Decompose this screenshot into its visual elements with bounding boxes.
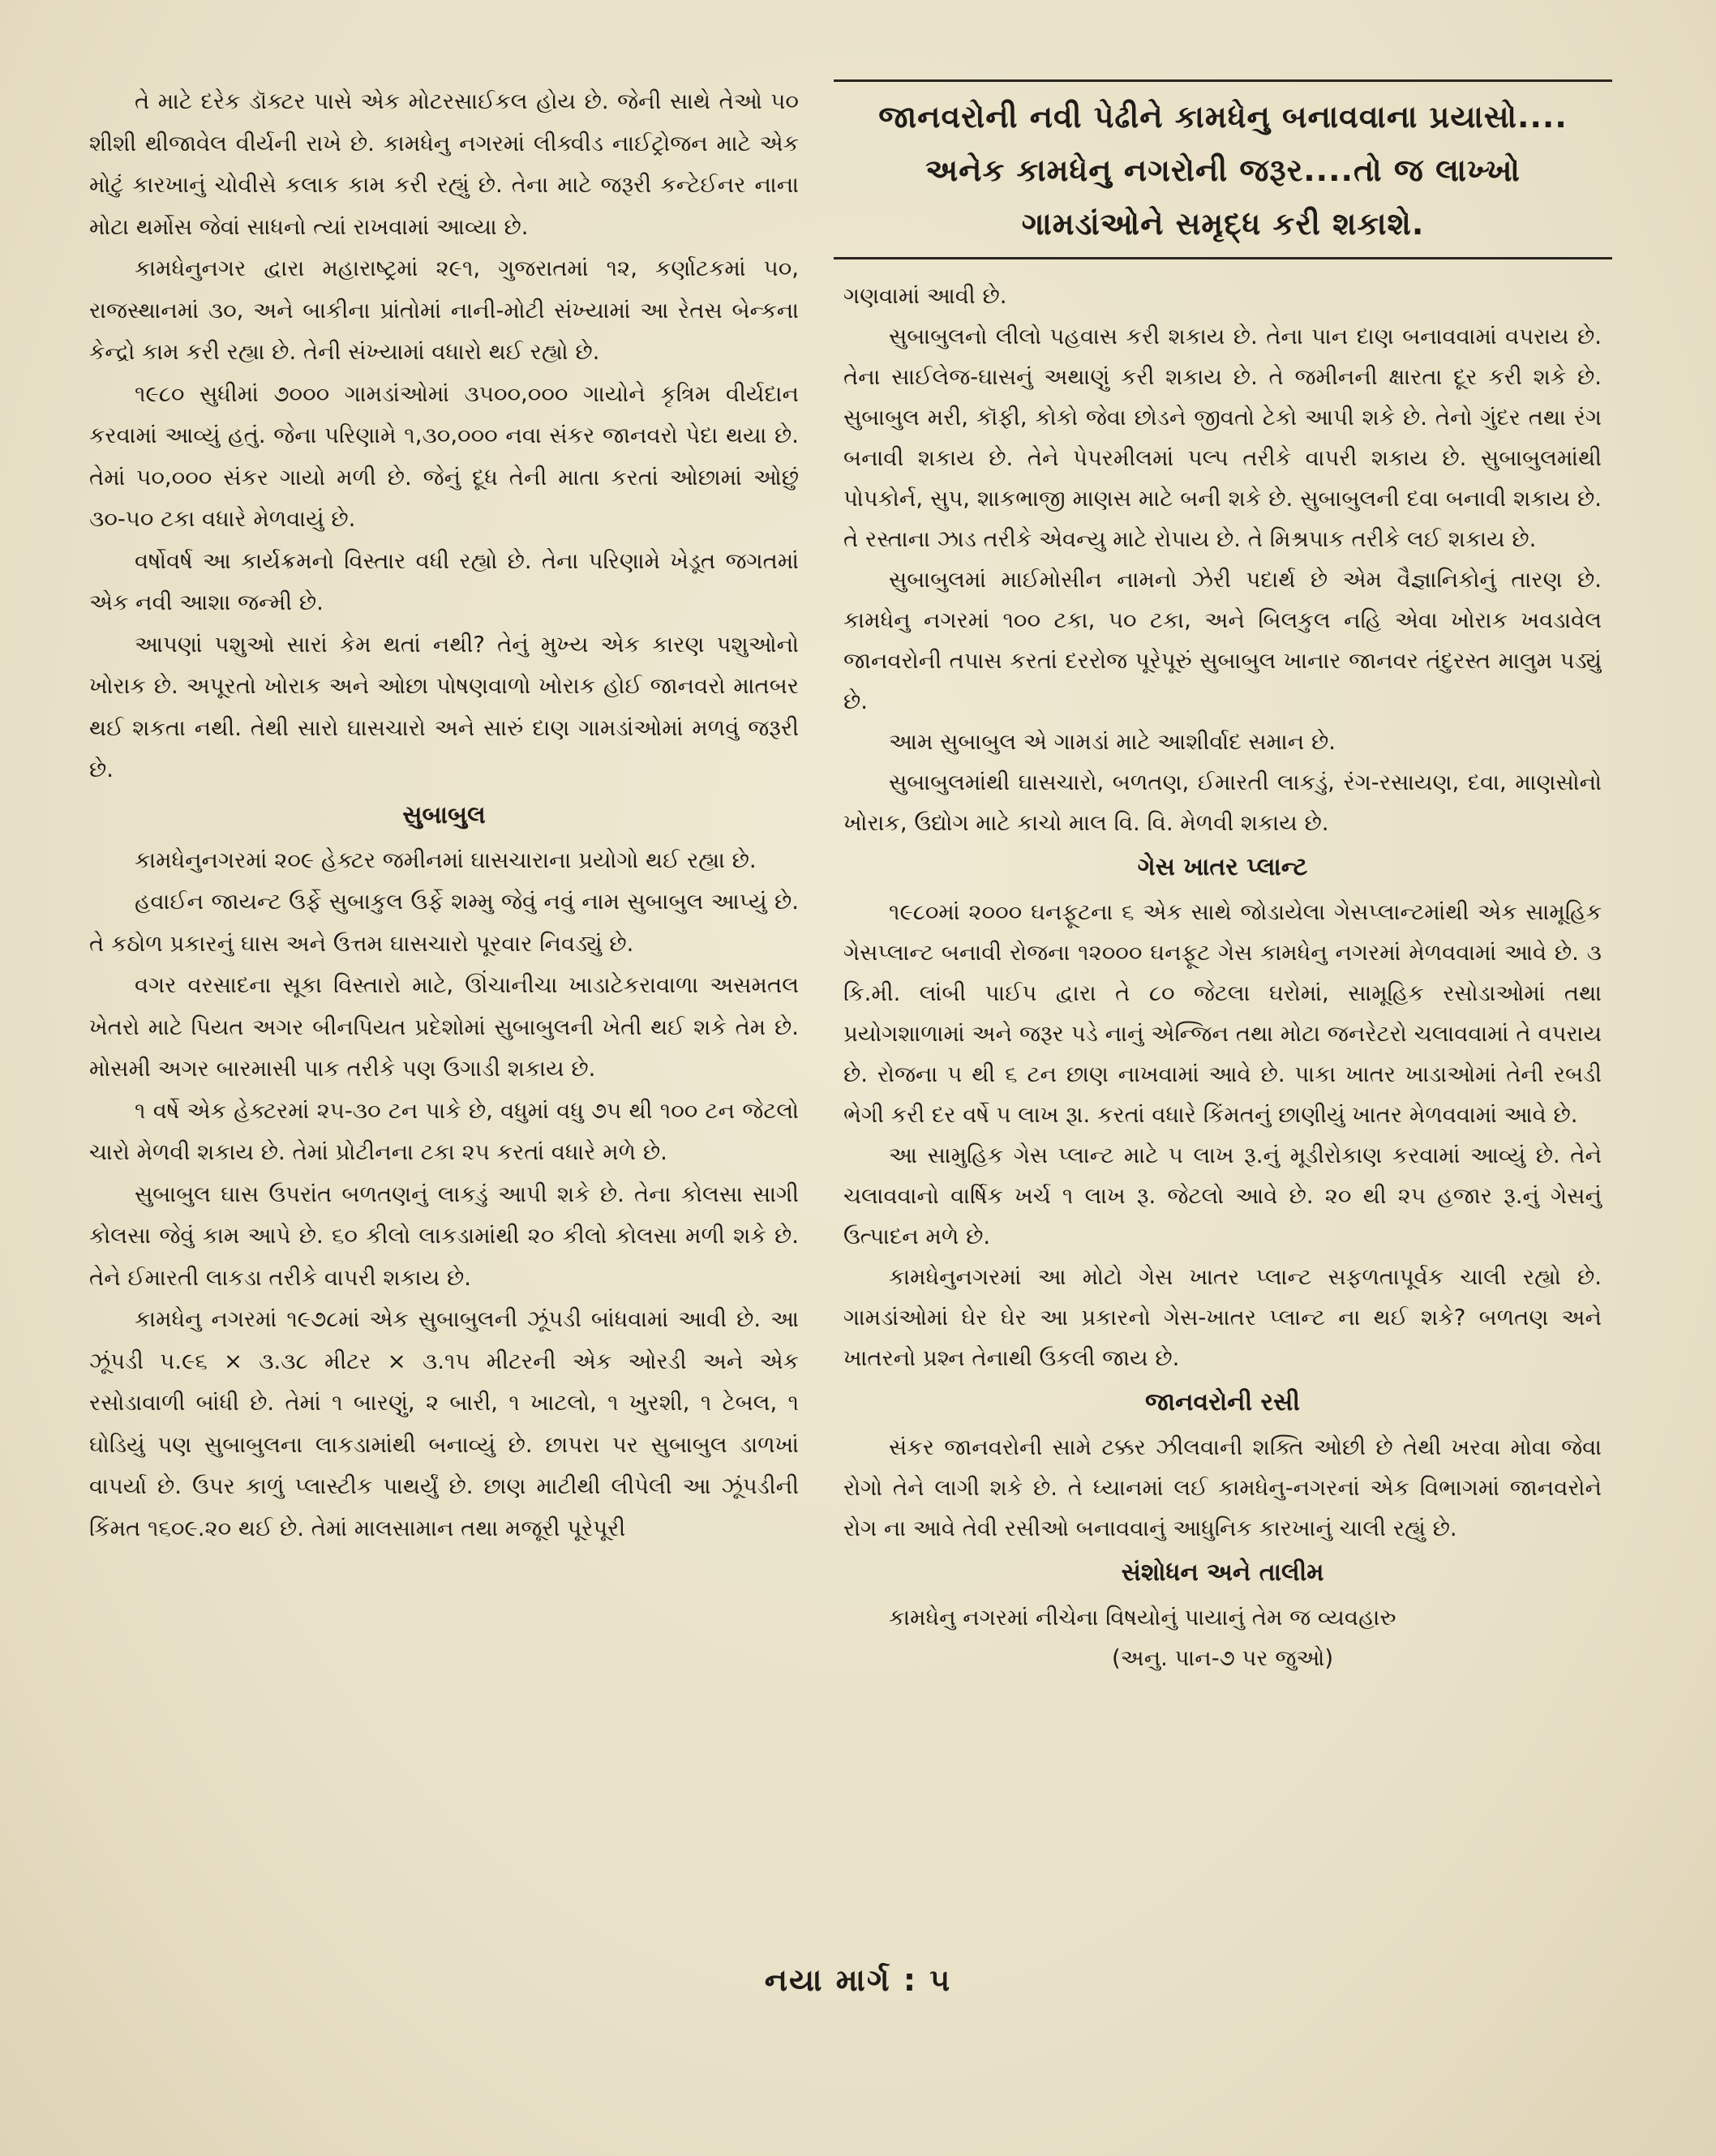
paragraph: સંકર જાનવરોની સામે ટક્કર ઝીલવાની શક્તિ ઓછી છે તેથી ખરવા મોવા જેવા રોગો તેને લાગી શકે છે. તે ધ્યાનમાં લઈ કામધેનુ-નગરનાં એક વિભાગમાં જાનવરોને રોગ ના આવે તેવી રસીઓ બનાવવાનું આધુનિક કારખાનું ચાલી રહ્યું છે.: [843, 1434, 1602, 1541]
paragraph: કામધેનુ નગરમાં ૧૯૭૮માં એક સુબાબુલની ઝૂંપડી બાંધવામાં આવી છે. આ ઝૂંપડી ૫.૯૬ × ૩.૩૮ મીટર × ૩.૧૫ મીટરની એક ઓરડી અને એક રસોડાવાળી બાંધી છે. તેમાં ૧ બારણું, ૨ બારી, ૧ ખાટલો, ૧ ખુરશી, ૧ ટેબલ, ૧ ઘોડિયું પણ સુબાબુલના લાકડામાંથી બનાવ્યું છે. છાપરા પર સુબાબુલ ડાળખાં વાપર્યા છે. ઉપર કાળું પ્લાસ્ટીક પાથર્યું છે. છાણ માટીથી લીપેલી આ ઝૂંપડીની કિંમત ૧૬૦૯.૨૦ થઈ છે. તેમાં માલસામાન તથા મજૂરી પૂરેપૂરી: [89, 1306, 799, 1541]
paragraph: હવાઈન જાયન્ટ ઉર્ફે સુબાકુલ ઉર્ફે શમ્મુ જેવું નવું નામ સુબાબુલ આપ્યું છે. તે કઠોળ પ્રકારનું ઘાસ અને ઉત્તમ ઘાસચારો પૂરવાર નિવડ્યું છે.: [89, 889, 799, 957]
paragraph: કામધેનુનગર દ્વારા મહારાષ્ટ્રમાં ૨૯૧, ગુજરાતમાં ૧૨, કર્ણાટકમાં ૫૦, રાજસ્થાનમાં ૩૦, અને બાકીના પ્રાંતોમાં નાની-મોટી સંખ્યામાં આ રેતસ બેન્કના કેન્દ્રો કામ કરી રહ્યા છે. તેની સંખ્યામાં વધારો થઈ રહ્યો છે.: [89, 255, 799, 365]
paragraph: ૧ વર્ષે એક હેક્ટરમાં ૨૫-૩૦ ટન પાકે છે, વધુમાં વધુ ૭૫ થી ૧૦૦ ટન જેટલો ચારો મેળવી શકાય છે. તેમાં પ્રોટીનના ટકા ૨૫ કરતાં વધારે મળે છે.: [89, 1097, 799, 1165]
paragraph: ૧૯૮૦માં ૨૦૦૦ ઘનફૂટના ૬ એક સાથે જોડાયેલા ગેસપ્લાન્ટમાંથી એક સામૂહિક ગેસપ્લાન્ટ બનાવી રોજના ૧૨૦૦૦ ઘનફૂટ ગેસ કામધેનુ નગરમાં મેળવવામાં આવે છે. ૩ કિ.મી. લાંબી પાઈપ દ્વારા તે ૮૦ જેટલા ઘરોમાં, સામૂહિક રસોડાઓમાં તથા પ્રયોગશાળામાં અને જરૂર પડે નાનું એન્જિન તથા મોટા જનરેટરો ચલાવવામાં તે વપરાય છે. રોજના ૫ થી ૬ ટન છાણ નાખવામાં આવે છે. પાકા ખાતર ખાડાઓમાં તેની રબડી ભેગી કરી દર વર્ષે ૫ લાખ રૂા. કરતાં વધારે કિંમતનું છાણીયું ખાતર મેળવવામાં આવે છે.: [843, 899, 1602, 1128]
paragraph: આપણાં પશુઓ સારાં કેમ થતાં નથી? તેનું મુખ્ય એક કારણ પશુઓનો ખોરાક છે. અપૂરતો ખોરાક અને ઓછા પોષણવાળો ખોરાક હોઈ જાનવરો માતબર થઈ શકતા નથી. તેથી સારો ઘાસચારો અને સારું દાણ ગામડાંઓમાં મળવું જરૂરી છે.: [89, 631, 799, 782]
section-heading-gas-plant: ગેસ ખાતર પ્લાન્ટ: [1137, 853, 1308, 881]
banner-line-2: અનેક કામધેનુ નગરોની જરૂર....તો જ લાખ્ખો: [925, 152, 1521, 188]
paragraph: તે માટે દરેક ડૉક્ટર પાસે એક મોટરસાઈકલ હોય છે. જેની સાથે તેઓ ૫૦ શીશી થીજાવેલ વીર્યની રાખે છે. કામધેનુ નગરમાં લીક્વીડ નાઈટ્રોજન માટે એક મોટું કારખાનું ચોવીસે કલાક કામ કરી રહ્યું છે. તેના માટે જરૂરી કન્ટેઈનર નાના મોટા થર્મોસ જેવાં સાધનો ત્યાં રાખવામાં આવ્યા છે.: [89, 88, 799, 240]
right-column: [843, 276, 1602, 1678]
section-heading-research: સંશોધન અને તાલીમ: [1121, 1558, 1324, 1587]
page-footer: નયા માર્ગ : ૫: [764, 1962, 952, 1998]
banner-line-1: જાનવરોની નવી પેઢીને કામધેનુ બનાવવાના પ્રયાસો....: [878, 99, 1568, 135]
paragraph: કામધેનુનગરમાં આ મોટો ગેસ ખાતર પ્લાન્ટ સફળતાપૂર્વક ચાલી રહ્યો છે. ગામડાંઓમાં ઘેર ઘેર આ પ્રકારનો ગેસ-ખાતર પ્લાન્ટ ના થઈ શકે? બળતણ અને ખાતરનો પ્રશ્ન તેનાથી ઉકલી જાય છે.: [843, 1264, 1602, 1371]
paragraph: સુબાબુલનો લીલો પહવાસ કરી શકાય છે. તેના પાન દાણ બનાવવામાં વપરાય છે. તેના સાઈલેજ-ઘાસનું અથાણું કરી શકાય છે. તે જમીનની ક્ષારતા દૂર કરી શકે છે. સુબાબુલ મરી, કૉફી, કોકો જેવા છોડને જીવતો ટેકો આપી શકે છે. તેનો ગુંદર તથા રંગ બનાવી શકાય છે. તેને પેપરમીલમાં પલ્પ તરીકે વાપરી શકાય છે. સુબાબુલમાંથી પોપકોર્ન, સુપ, શાકભાજી માણસ માટે બની શકે છે. સુબાબુલની દવા બનાવી શકાય છે. તે રસ્તાના ઝાડ તરીકે એવન્યુ માટે રોપાય છે. તે મિશ્રપાક તરીકે લઈ શકાય છે.: [843, 324, 1602, 552]
paragraph: સુબાબુલમાં માઈમોસીન નામનો ઝેરી પદાર્થ છે એમ વૈજ્ઞાનિકોનું તારણ છે. કામધેનુ નગરમાં ૧૦૦ ટકા, ૫૦ ટકા, અને બિલકુલ નહિ એવા ખોરાક ખવડાવેલ જાનવરોની તપાસ કરતાં દરરોજ પૂરેપૂરું સુબાબુલ ખાનાર જાનવર તંદુરસ્ત માલુમ પડ્યું છે.: [843, 567, 1602, 714]
paragraph: આમ સુબાબુલ એ ગામડાં માટે આશીર્વાદ સમાન છે.: [889, 729, 1336, 755]
left-column: [89, 81, 799, 1549]
paragraph: વગર વરસાદના સૂકા વિસ્તારો માટે, ઊંચાનીચા ખાડાટેકરાવાળા અસમતલ ખેતરો માટે પિયત અગર બીનપિયત પ્રદેશોમાં સુબાબુલની ખેતી થઈ શકે તેમ છે. મોસમી અગર બારમાસી પાક તરીકે પણ ઉગાડી શકાય છે.: [89, 972, 799, 1082]
banner-line-3: ગામડાંઓને સમૃદ્ધ કરી શકાશે.: [1021, 206, 1425, 242]
paragraph: સુબાબુલ ઘાસ ઉપરાંત બળતણનું લાકડું આપી શકે છે. તેના કોલસા સાગી કોલસા જેવું કામ આપે છે. ૬૦ કીલો લાકડામાંથી ૨૦ કીલો કોલસા મળી શકે છે. તેને ઈમારતી લાકડા તરીકે વાપરી શકાય છે.: [89, 1181, 799, 1291]
paragraph: આ સામુહિક ગેસ પ્લાન્ટ માટે ૫ લાખ રૂ.નું મૂડીરોકાણ કરવામાં આવ્યું છે. તેને ચલાવવાનો વાર્ષિક ખર્ચ ૧ લાખ રૂ. જેટલો આવે છે. ૨૦ થી ૨૫ હજાર રૂ.નું ગેસનું ઉત્પાદન મળે છે.: [843, 1142, 1602, 1249]
paragraph: ગણવામાં આવી છે.: [843, 283, 1007, 309]
paragraph: કામધેનુ નગરમાં નીચેના વિષયોનું પાયાનું તેમ જ વ્યવહારુ: [889, 1605, 1396, 1631]
continued-note: (અનુ. પાન-૭ પર જુઓ): [1111, 1645, 1334, 1671]
section-heading-vaccine: જાનવરોની રસી: [1145, 1388, 1300, 1417]
paragraph: કામધેનુનગરમાં ૨૦૯ હેક્ટર જમીનમાં ઘાસચારાના પ્રયોગો થઈ રહ્યા છે.: [135, 847, 757, 873]
headline-banner: [834, 79, 1612, 259]
paragraph: વર્ષોવર્ષ આ કાર્યક્રમનો વિસ્તાર વધી રહ્યો છે. તેના પરિણામે ખેડૂત જગતમાં એક નવી આશા જન્મી છે.: [89, 547, 799, 615]
paragraph: ૧૯૮૦ સુધીમાં ૭૦૦૦ ગામડાંઓમાં ૩૫૦૦,૦૦૦ ગાયોને કૃત્રિમ વીર્યદાન કરવામાં આવ્યું હતું. જેના પરિણામે ૧,૩૦,૦૦૦ નવા સંકર જાનવરો પેદા થયા છે. તેમાં ૫૦,૦૦૦ સંકર ગાયો મળી છે. જેનું દૂધ તેની માતા કરતાં ઓછામાં ઓછું ૩૦-૫૦ ટકા વધારે મેળવાયું છે.: [89, 380, 799, 532]
paragraph: સુબાબુલમાંથી ઘાસચારો, બળતણ, ઈમારતી લાકડું, રંગ-રસાયણ, દવા, માણસોનો ખોરાક, ઉદ્યોગ માટે કાચો માલ વિ. વિ. મેળવી શકાય છે.: [843, 769, 1602, 836]
section-heading-subabul: સુબાબુલ: [402, 800, 486, 829]
